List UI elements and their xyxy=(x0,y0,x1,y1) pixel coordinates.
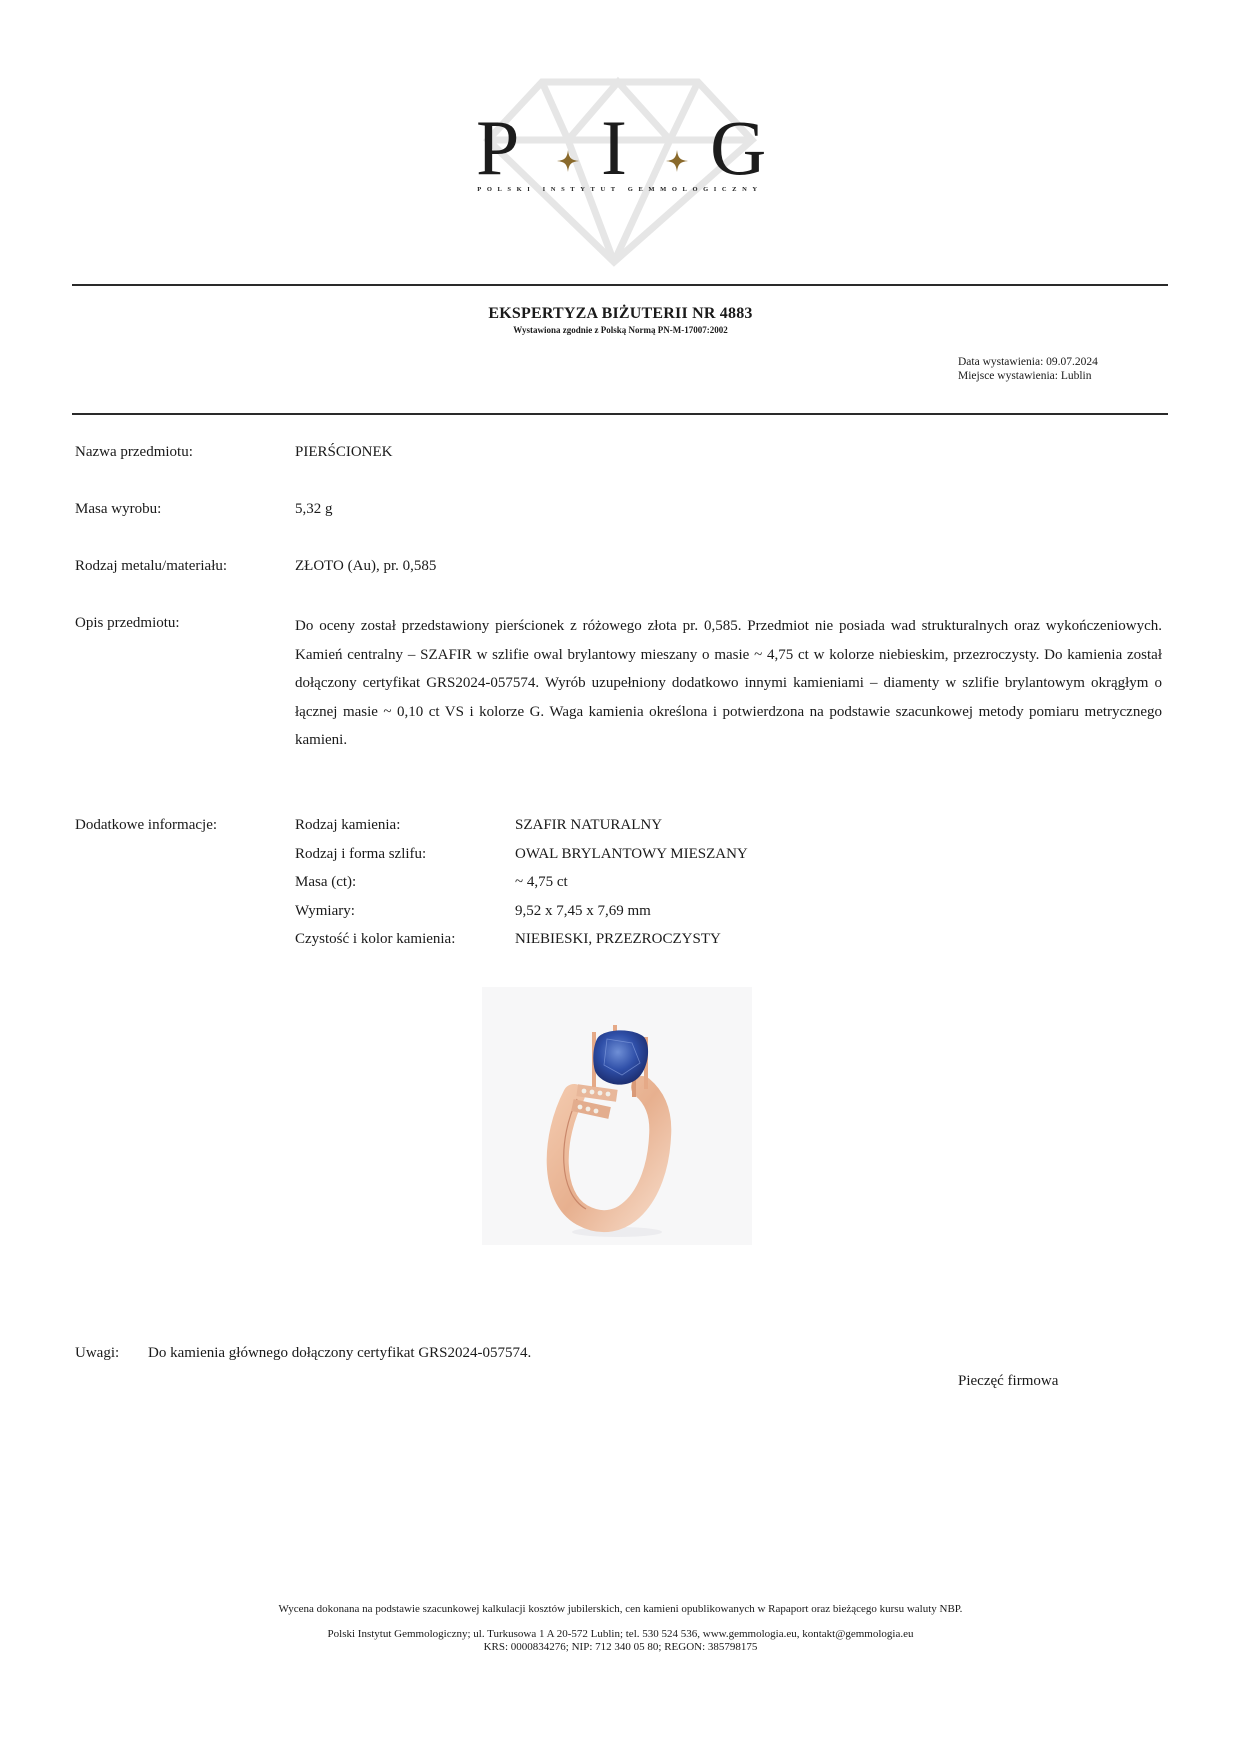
star-ornament-icon xyxy=(557,150,579,172)
pig-logo xyxy=(470,70,770,270)
logo-tagline: POLSKI INSTYTUT GEMMOLOGICZNY xyxy=(477,186,763,193)
row-key: Rodzaj kamienia: xyxy=(295,817,401,833)
ring-image xyxy=(482,987,752,1245)
issue-date: Data wystawienia: 09.07.2024 xyxy=(958,356,1098,368)
issue-place: Miejsce wystawienia: Lublin xyxy=(958,370,1092,382)
valuation-note: Wycena dokonana na podstawie szacunkowej kalkulacji kosztów jubilerskich, cen kamieni opublikowanych w Rapaport oraz bieżącego kursu waluty NBP. xyxy=(278,1603,963,1615)
row-key: Czystość i kolor kamienia: xyxy=(295,931,456,947)
metal-label: Rodzaj metalu/materiału: xyxy=(75,558,228,574)
divider-bottom xyxy=(72,413,1168,415)
logo-letter-i: I xyxy=(601,104,627,191)
divider-top xyxy=(72,284,1168,286)
row-value: SZAFIR NATURALNY xyxy=(515,817,663,833)
document-subtitle: Wystawiona zgodnie z Polską Normą PN-M-17007:2002 xyxy=(513,325,728,335)
item-mass-value: 5,32 g xyxy=(295,501,333,517)
logo-letter-g: G xyxy=(710,104,767,191)
document-title: EKSPERTYZA BIŻUTERII NR 4883 xyxy=(488,305,753,322)
row-key: Rodzaj i forma szlifu: xyxy=(295,845,427,862)
row-value: OWAL BRYLANTOWY MIESZANY xyxy=(515,845,748,862)
company-stamp-label: Pieczęć firmowa xyxy=(958,1373,1059,1389)
description-label: Opis przedmiotu: xyxy=(75,615,180,631)
remarks-text: Do kamienia głównego dołączony certyfikat GRS2024-057574. xyxy=(148,1345,532,1361)
remarks-label: Uwagi: xyxy=(75,1345,120,1361)
row-key: Wymiary: xyxy=(295,902,355,919)
company-address: Polski Instytut Gemmologiczny; ul. Turkusowa 1 A 20-572 Lublin; tel. 530 524 536, www.gemmologia.eu, kontakt@gemmologia.eu xyxy=(327,1628,914,1640)
company-registry: KRS: 0000834276; NIP: 712 340 05 80; REGON: 385798175 xyxy=(483,1641,758,1653)
item-name-label: Nazwa przedmiotu: xyxy=(75,444,193,460)
metal-value: ZŁOTO (Au), pr. 0,585 xyxy=(295,558,437,574)
ring-photo xyxy=(482,987,752,1245)
row-value: 9,52 x 7,45 x 7,69 mm xyxy=(515,902,651,919)
item-mass-label: Masa wyrobu: xyxy=(75,501,162,517)
issue-info xyxy=(958,355,1098,383)
row-key: Masa (ct): xyxy=(295,874,357,890)
additional-info-label: Dodatkowe informacje: xyxy=(75,817,218,833)
row-value: ~ 4,75 ct xyxy=(515,874,568,890)
description-text: Do oceny został przedstawiony pierścionek z różowego złota pr. 0,585. Przedmiot nie posiada wad strukturalnych oraz wykończeniowych. Kamień centralny – SZAFIR w szlifie owal brylantowy mieszany o masie ~ 4,75 ct w kolorze niebieskim, przezroczysty. Do kamienia został dołączony certyfikat GRS2024-057574. Wyrób uzupełniony dodatkowo innymi kamieniami – diamenty w szlifie brylantowym okrągłym o łącznej masie ~ 0,10 ct VS i kolorze G. Waga kamienia określona i potwierdzona na podstawie szacunkowej metody pomiaru metrycznego kamieni. xyxy=(295,618,1162,749)
logo-letter-p: P xyxy=(476,104,520,191)
star-ornament-icon xyxy=(666,150,688,172)
item-name-value: PIERŚCIONEK xyxy=(295,444,393,460)
row-value: NIEBIESKI, PRZEZROCZYSTY xyxy=(515,931,721,947)
